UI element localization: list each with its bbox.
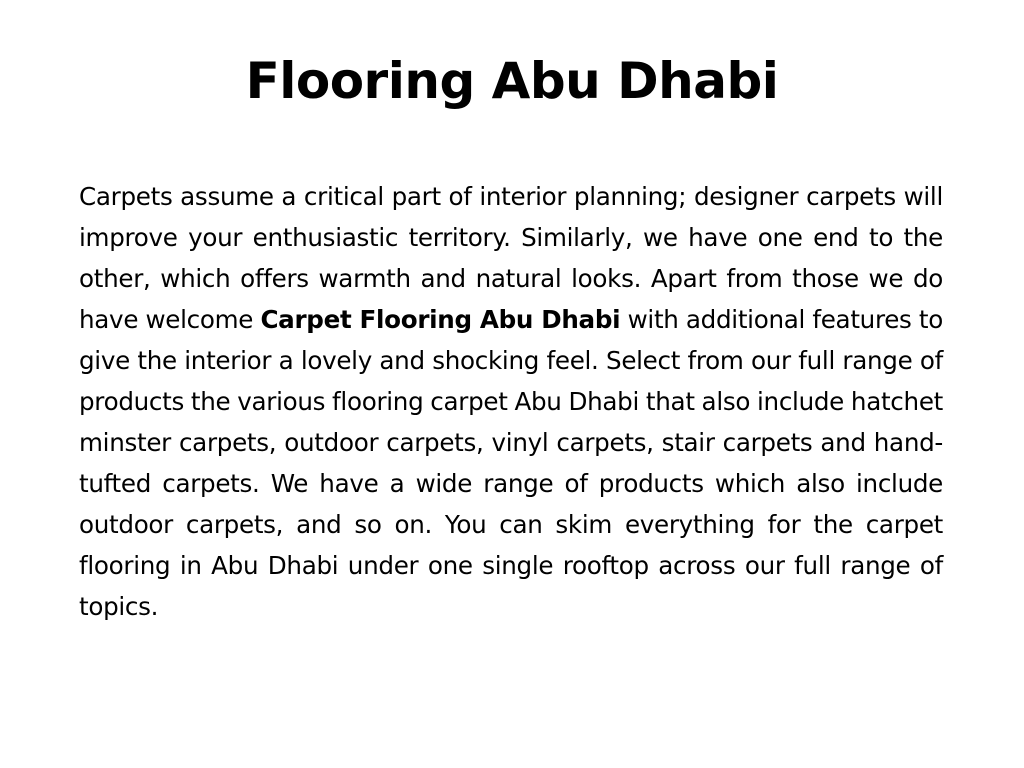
body-paragraph bbox=[79, 176, 943, 627]
bold-phrase: Carpet Flooring Abu Dhabi bbox=[260, 305, 621, 334]
body-text-part-1: Carpets assume a critical part of interior planning; designer carpets will improve your enthusiastic territory. Similarly, we have one end to the other, which offers warmth and natural looks. Apart from those we do have welcome bbox=[79, 182, 943, 334]
body-text-part-2: with additional features to give the interior a lovely and shocking feel. Select from our full range of products the various flooring carpet Abu Dhabi that also include hatchet minster carpets, outdoor carpets, vinyl carpets, stair carpets and hand-tufted carpets. We have a wide range of products which also include outdoor carpets, and so on. You can skim everything for the carpet flooring in Abu Dhabi under one single rooftop across our full range of topics. bbox=[79, 305, 943, 621]
slide-title: Flooring Abu Dhabi bbox=[245, 52, 779, 110]
